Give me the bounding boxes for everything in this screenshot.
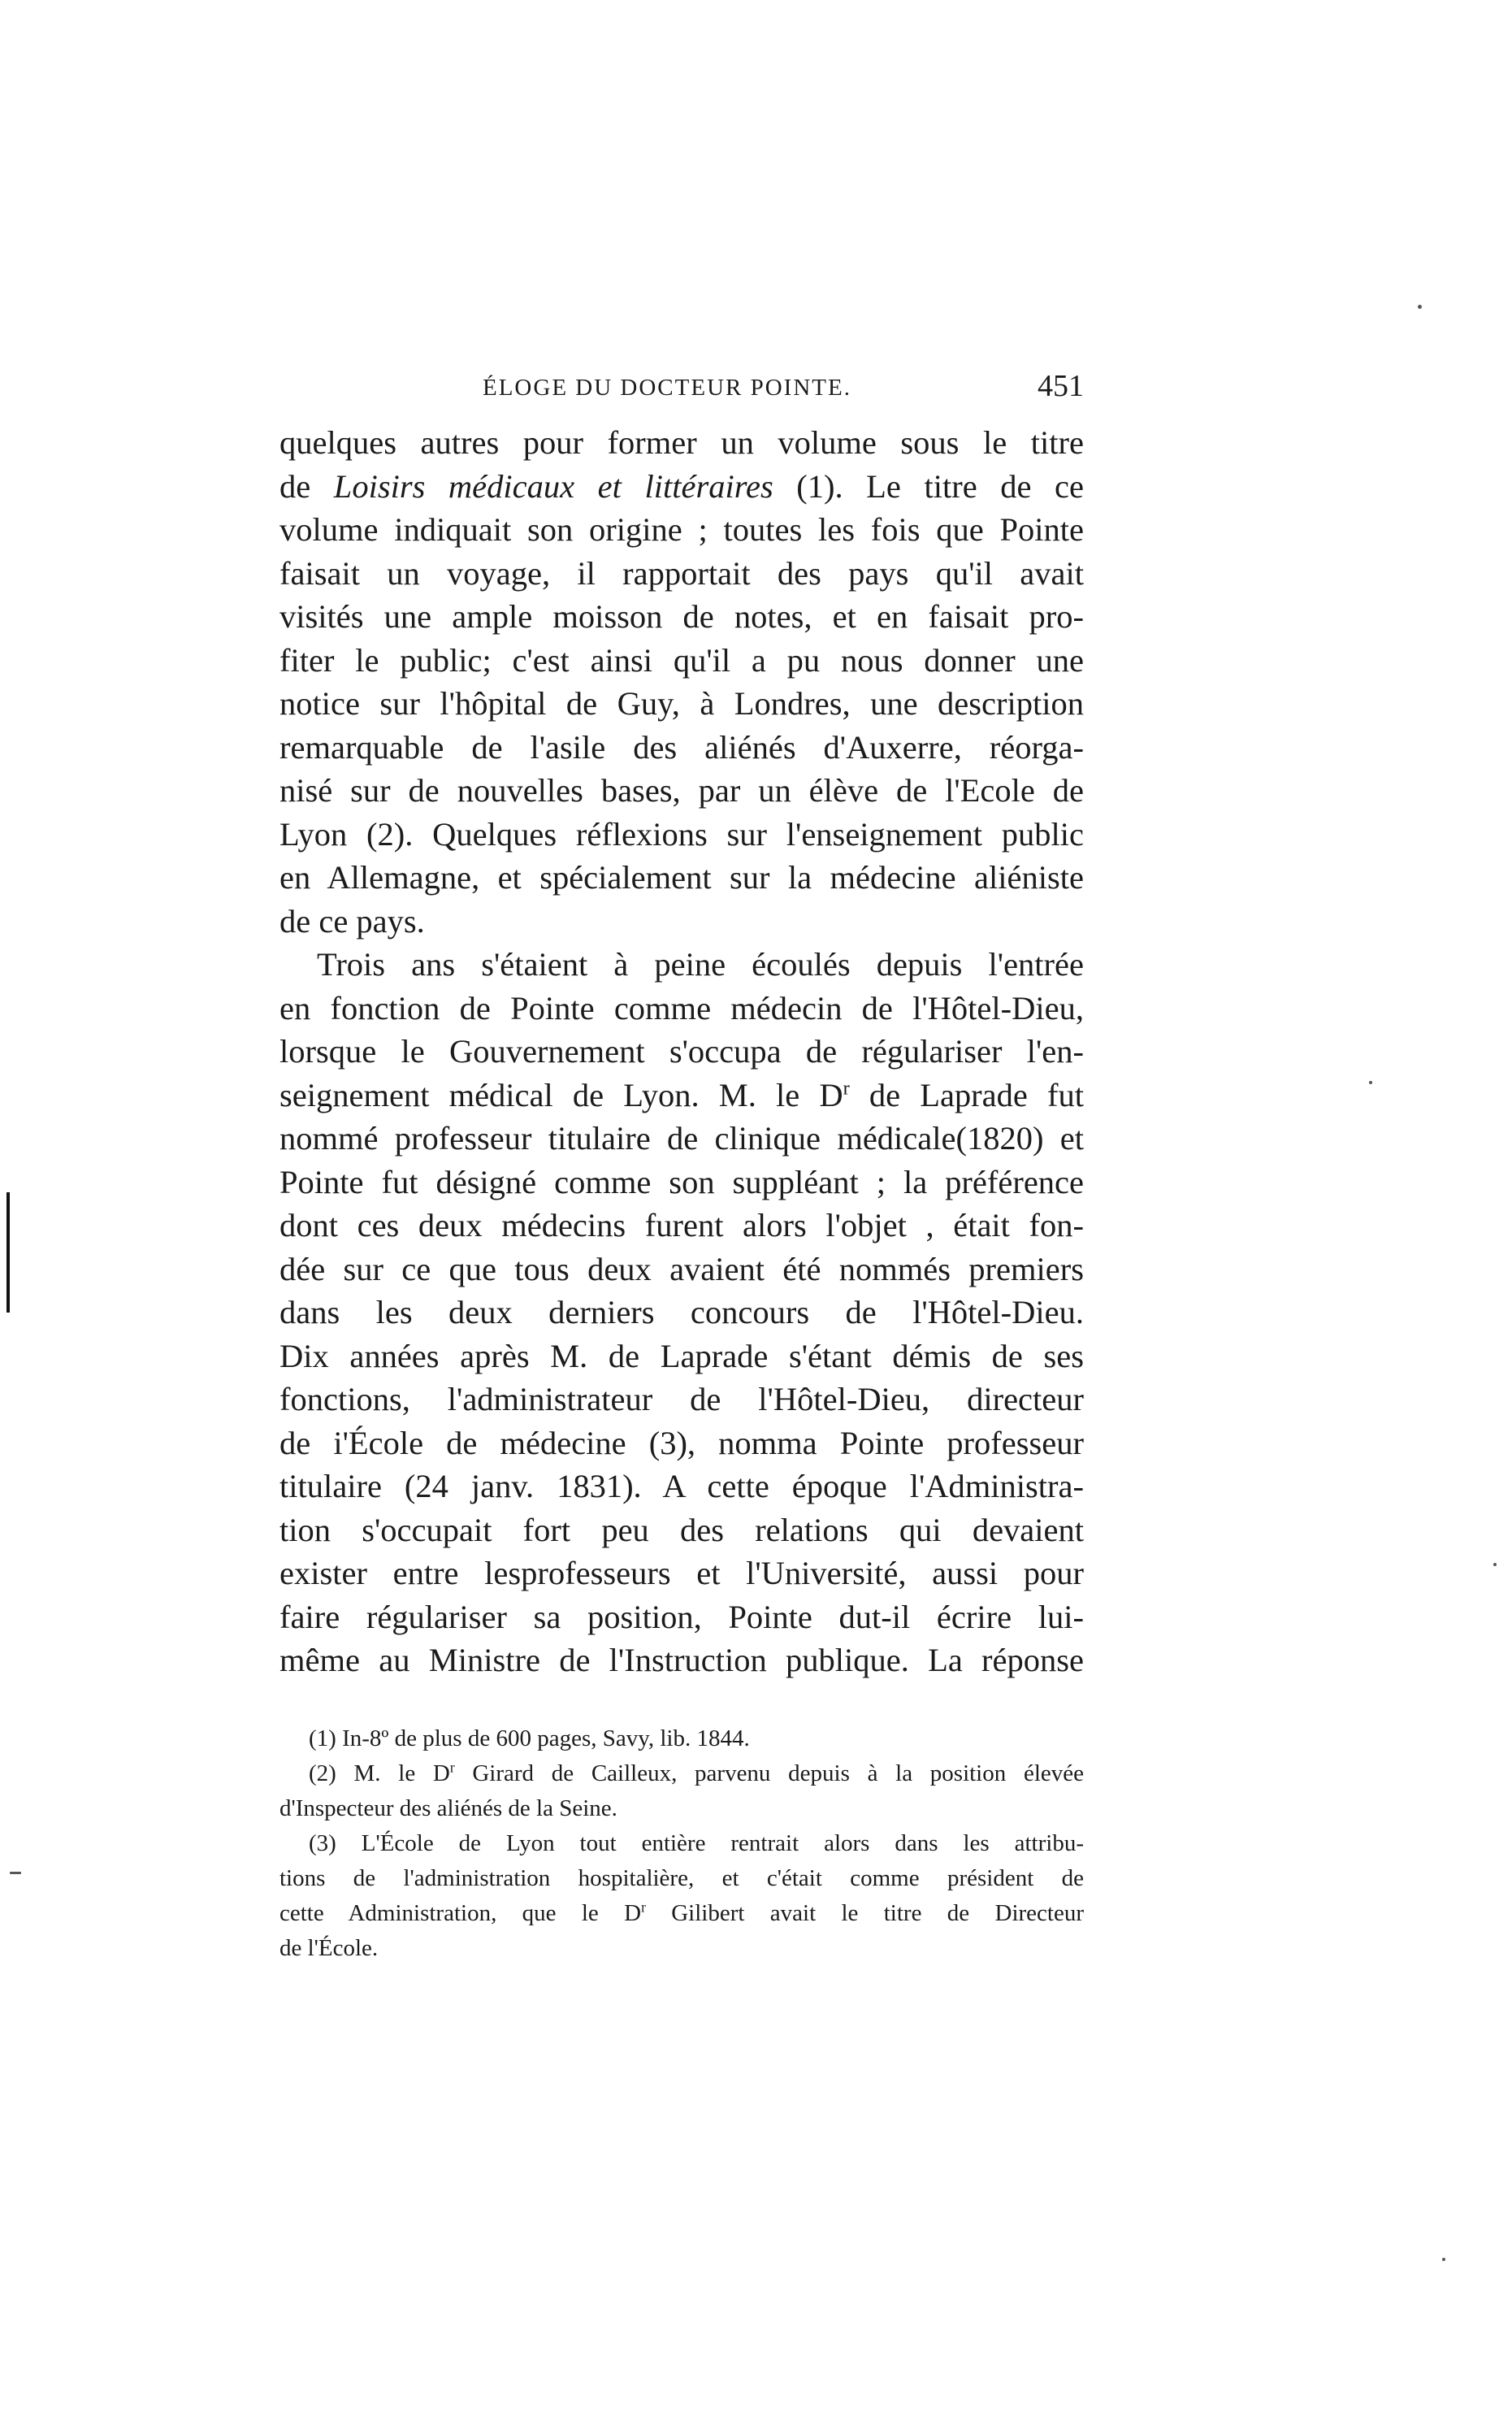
footnotes — [279, 1721, 1084, 1966]
body-line: lorsque le Gouvernement s'occupa de régulariser l'en- — [279, 1033, 1084, 1070]
scan-speck — [1369, 1081, 1372, 1084]
body-line: fiter le public; c'est ainsi qu'il a pu nous donner une — [279, 641, 1084, 679]
body-line: dans les deux derniers concours de l'Hôtel-Dieu. — [279, 1294, 1084, 1330]
footnote-part: (2) M. le D — [309, 1760, 450, 1786]
body-line: remarquable de l'asile des aliénés d'Auxerre, réorga- — [279, 728, 1084, 766]
footnote-part: cette Administration, que le D — [279, 1900, 642, 1926]
body-line: fonctions, l'administrateur de l'Hôtel-Dieu, directeur — [279, 1381, 1084, 1417]
body-line-suffix: (1). Le titre de ce — [773, 467, 1084, 505]
body-line: même au Ministre de l'Instruction publique. La réponse — [279, 1642, 1084, 1678]
footnote-3-continued — [279, 1896, 1084, 1931]
body-line: dée sur ce que tous deux avaient été nommés premiers — [279, 1250, 1084, 1287]
superscript-r: r — [843, 1077, 850, 1099]
running-head-title: ÉLOGE DU DOCTEUR POINTE. — [483, 375, 851, 401]
body-line: faisait un voyage, il rapportait des pays qu'il avait — [279, 554, 1084, 592]
body-line: notice sur l'hôpital de Guy, à Londres, une description — [279, 685, 1084, 722]
scan-speck — [1418, 305, 1422, 309]
body-line: exister entre lesprofesseurs et l'Université, aussi pour — [279, 1555, 1084, 1591]
body-line: nommé professeur titulaire de clinique médicale(1820) et — [279, 1120, 1084, 1157]
footnote-3: (3) L'École de Lyon tout entière rentrait alors dans les attribu- — [309, 1830, 1084, 1856]
footnote-3-continued: de l'École. — [279, 1935, 379, 1961]
body-line: visités une ample moisson de notes, et en faisait pro- — [279, 598, 1084, 635]
body-line: quelques autres pour former un volume sous le titre — [279, 424, 1084, 461]
body-line: faire régulariser sa position, Pointe dut-il écrire lui- — [279, 1598, 1084, 1635]
body-line: nisé sur de nouvelles bases, par un élève de l'Ecole de — [279, 772, 1084, 809]
body-line-prefix: de — [279, 467, 334, 505]
body-text — [279, 421, 1084, 1682]
scan-speck — [1442, 2258, 1445, 2261]
body-line: dont ces deux médecins furent alors l'objet , était fon- — [279, 1207, 1084, 1243]
body-line-part: de Laprade fut — [849, 1076, 1084, 1113]
body-line: en fonction de Pointe comme médecin de l'Hôtel-Dieu, — [279, 989, 1084, 1026]
scan-speck — [10, 1872, 21, 1874]
footnote-2-continued: d'Inspecteur des aliénés de la Seine. — [279, 1795, 617, 1821]
body-line: Pointe fut désigné comme son suppléant ; la préférence — [279, 1163, 1084, 1200]
body-line: Dix années après M. de Laprade s'étant démis de ses — [279, 1337, 1084, 1374]
footnote-part: Girard de Cailleux, parvenu depuis à la position élevée — [454, 1760, 1084, 1786]
body-line: volume indiquait son origine ; toutes les fois que Pointe — [279, 511, 1084, 548]
superscript-r: r — [641, 1899, 646, 1916]
body-line: Lyon (2). Quelques réflexions sur l'enseignement public — [279, 815, 1084, 853]
superscript-r: r — [449, 1759, 455, 1776]
book-title-italic: Loisirs médicaux et littéraires — [333, 467, 773, 505]
body-line: titulaire (24 janv. 1831). A cette époque l'Administra- — [279, 1468, 1084, 1504]
body-line: en Allemagne, et spécialement sur la médecine aliéniste — [279, 859, 1084, 896]
footnote-1: (1) In-8º de plus de 600 pages, Savy, lib. 1844. — [309, 1725, 750, 1751]
body-line-with-italic — [279, 465, 1084, 509]
footnote-2 — [279, 1756, 1084, 1791]
body-line: tion s'occupait fort peu des relations qui devaient — [279, 1511, 1084, 1548]
scan-speck — [1493, 1563, 1497, 1566]
page-number: 451 — [1038, 369, 1084, 403]
margin-scan-mark — [6, 1192, 10, 1313]
footnote-3-continued: tions de l'administration hospitalière, et c'était comme président de — [279, 1865, 1084, 1891]
body-line: de ce pays. — [279, 902, 425, 940]
running-head — [279, 368, 1084, 417]
paragraph-start-line: Trois ans s'étaient à peine écoulés depuis l'entrée — [317, 946, 1084, 983]
footnote-part: Gilibert avait le titre de Directeur — [645, 1900, 1084, 1926]
body-line-part: seignement médical de Lyon. M. le D — [279, 1076, 843, 1113]
body-line: de i'École de médecine (3), nomma Pointe professeur — [279, 1424, 1084, 1461]
body-line-with-superscript — [279, 1074, 1084, 1118]
